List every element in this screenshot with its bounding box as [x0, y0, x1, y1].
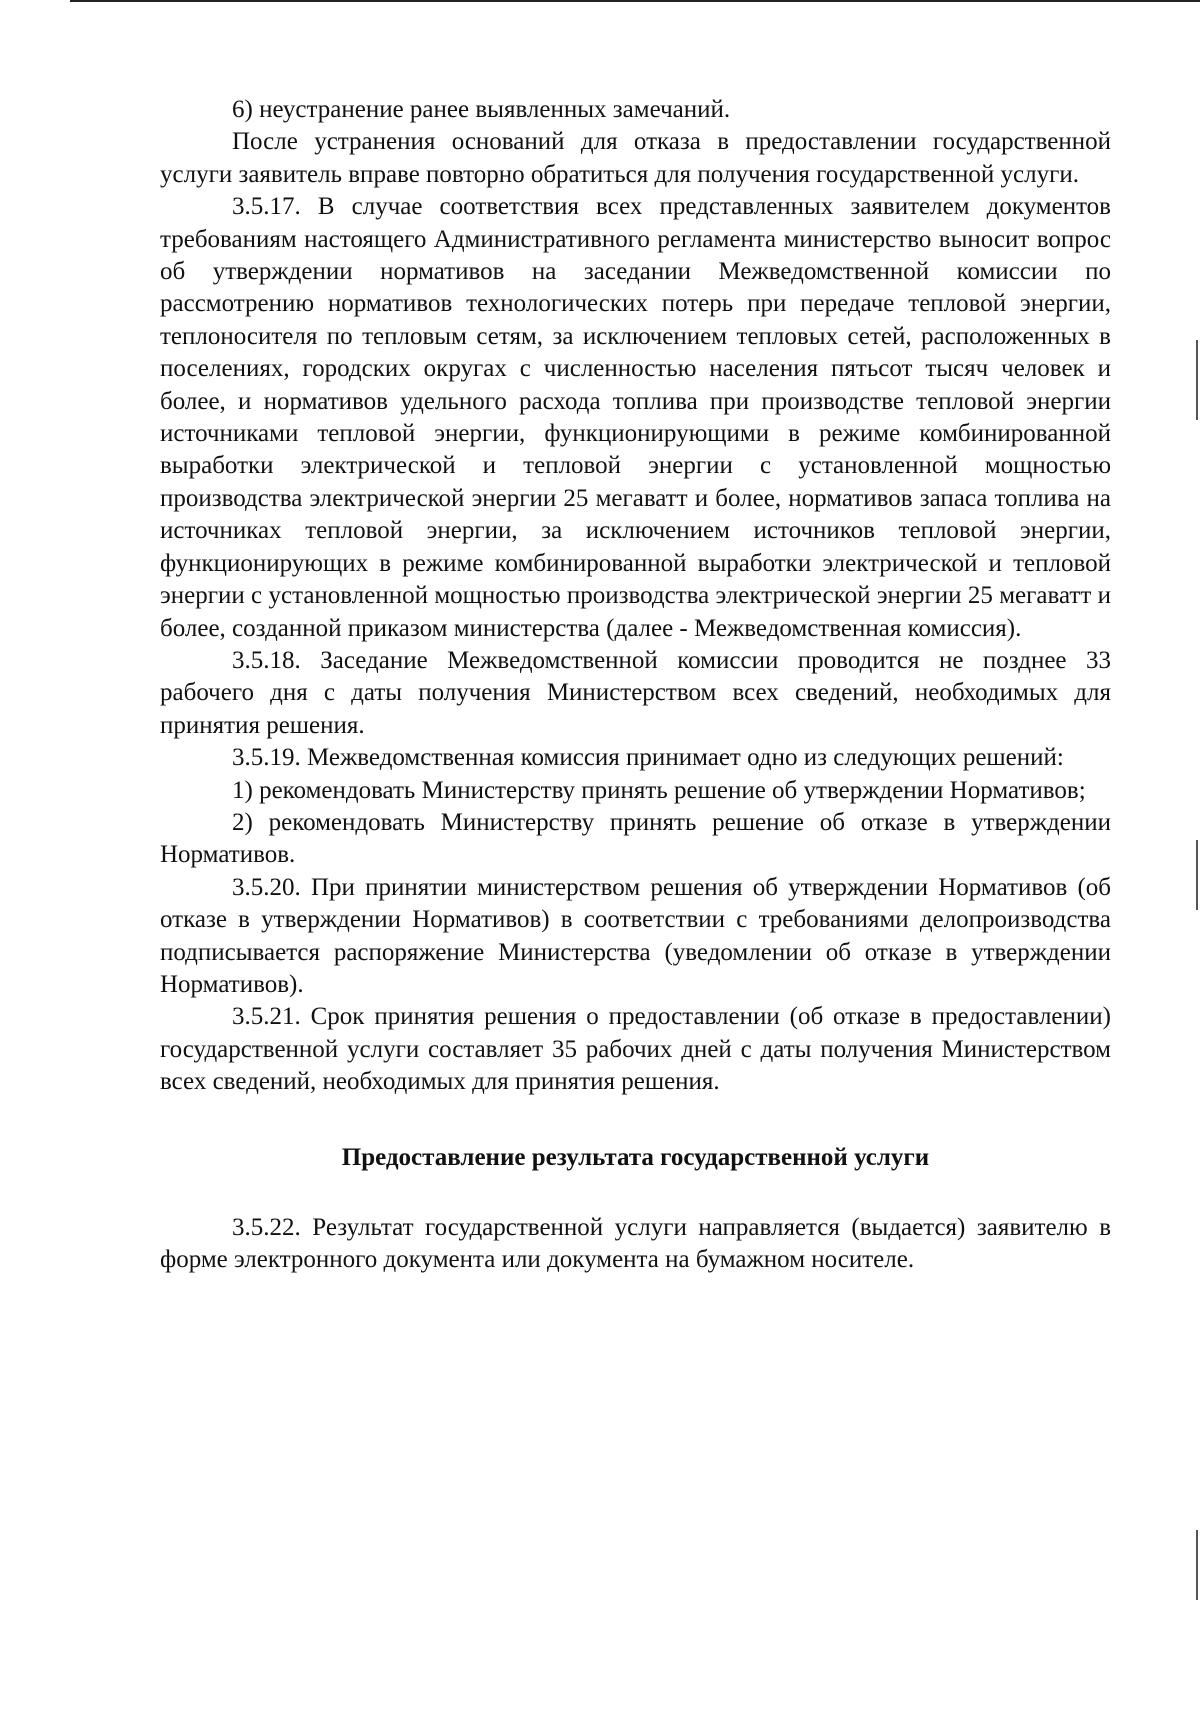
- paragraph-resubmission: После устранения оснований для отказа в предоставлении государственной услуги заявитель вправе повторно обратиться для получения государственной услуги.: [160, 128, 1111, 188]
- paragraph-item-6: 6) неустранение ранее выявленных замечаний.: [232, 96, 731, 123]
- paragraph-3-5-19: 3.5.19. Межведомственная комиссия принимает одно из следующих решений:: [232, 744, 1064, 772]
- paragraph-3-5-20: 3.5.20. При принятии министерством решения об утверждении Нормативов (об отказе в утверждении Нормативов) в соответствии с требованиями делопроизводства подписывается распоряжение Министерства (уведомлении об отказе в утверждении Нормативов).: [160, 873, 1111, 998]
- paragraph-3-5-18: 3.5.18. Заседание Межведомственной комиссии проводится не позднее 33 рабочего дня с даты получения Министерством всех сведений, необходимых для принятия решения.: [160, 646, 1111, 739]
- paragraph-3-5-17: 3.5.17. В случае соответствия всех представленных заявителем документов требованиям настоящего Административного регламента министерство выносит вопрос об утверждении нормативов на заседании Межведомственной комиссии по рассмотрению нормативов технологических потерь при передаче тепловой энергии, теплоносителя по тепловым сетям, за исключением тепловых сетей, расположенных в поселениях, городских округах с численностью населения пятьсот тысяч человек и более, и нормативов удельного расхода топлива при производстве тепловой энергии источниками тепловой энергии, функционирующими в режиме комбинированной выработки электрической и тепловой энергии с установленной мощностью производства электрической энергии 25 мегаватт и более, нормативов запаса топлива на источниках тепловой энергии, за исключением источников тепловой энергии, функционирующих в режиме комбинированной выработки электрической и тепловой энергии с установленной мощностью производства электрической энергии 25 мегаватт и более, созданной приказом министерства (далее - Межведомственная комиссия).: [160, 193, 1111, 642]
- section-heading: Предоставление результата государственной услуги: [341, 1143, 930, 1171]
- scan-top-border: [70, 0, 1200, 2]
- scan-edge-mark: [1196, 340, 1198, 420]
- document-page: [160, 94, 1111, 1277]
- paragraph-decision-1: 1) рекомендовать Министерству принять решение об утверждении Нормативов;: [232, 776, 1086, 804]
- scan-edge-mark: [1196, 840, 1198, 910]
- paragraph-3-5-21: 3.5.21. Срок принятия решения о предоставлении (об отказе в предоставлении) государственной услуги составляет 35 рабочих дней с даты получения Министерством всех сведений, необходимых для принятия решения.: [160, 1003, 1111, 1096]
- scan-edge-mark: [1196, 1530, 1198, 1600]
- paragraph-decision-2: 2) рекомендовать Министерству принять решение об отказе в утверждении Нормативов.: [160, 808, 1111, 869]
- paragraph-3-5-22: 3.5.22. Результат государственной услуги направляется (выдается) заявителю в форме электронного документа или документа на бумажном носителе.: [160, 1214, 1111, 1274]
